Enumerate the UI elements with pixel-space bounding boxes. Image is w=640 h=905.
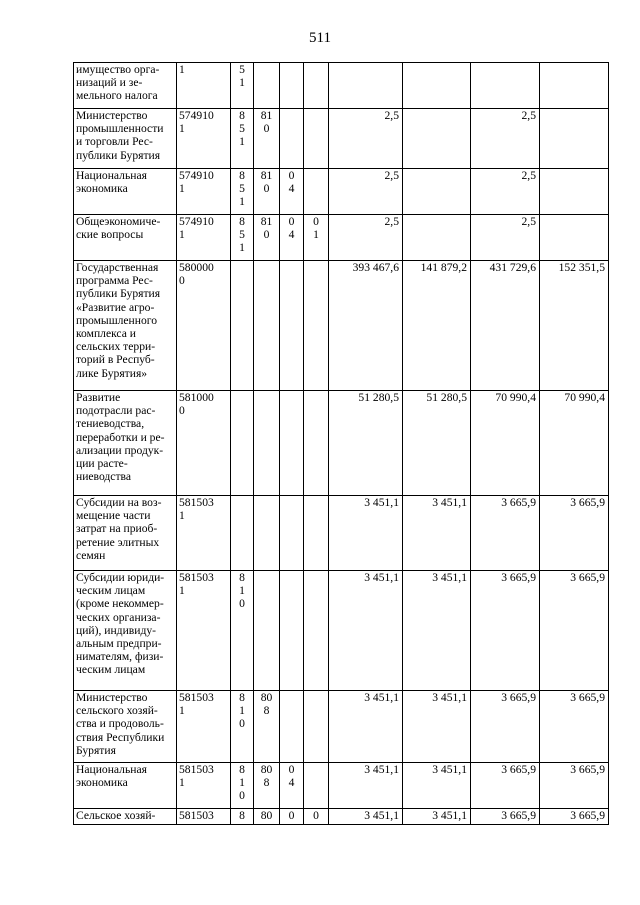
section-code bbox=[280, 691, 304, 763]
amount-cell-3: 2,5 bbox=[471, 109, 540, 169]
amount-cell-4: 3 665,9 bbox=[540, 809, 609, 825]
subsection-code bbox=[304, 63, 329, 109]
amount-cell-2 bbox=[403, 109, 471, 169]
amount-cell-3: 2,5 bbox=[471, 169, 540, 215]
department-code bbox=[254, 571, 280, 691]
table-row bbox=[74, 763, 609, 809]
department-code bbox=[254, 496, 280, 571]
amount-cell-1: 3 451,1 bbox=[329, 691, 403, 763]
target-article-code: 581503 bbox=[177, 809, 231, 825]
amount-cell-1: 3 451,1 bbox=[329, 809, 403, 825]
amount-cell-2: 3 451,1 bbox=[403, 496, 471, 571]
section-code bbox=[280, 571, 304, 691]
amount-cell-3: 3 665,9 bbox=[471, 763, 540, 809]
amount-cell-1: 3 451,1 bbox=[329, 496, 403, 571]
target-article-code: 581503 1 bbox=[177, 496, 231, 571]
table-row bbox=[74, 496, 609, 571]
grbs-code bbox=[231, 391, 254, 496]
table-row bbox=[74, 109, 609, 169]
amount-cell-1: 3 451,1 bbox=[329, 763, 403, 809]
amount-cell-4: 3 665,9 bbox=[540, 691, 609, 763]
amount-cell-4 bbox=[540, 215, 609, 261]
page-number: 511 bbox=[309, 30, 331, 46]
table-row bbox=[74, 169, 609, 215]
subsection-code bbox=[304, 571, 329, 691]
row-name: Министерство промышленности и торговли Рес- публики Бурятия bbox=[74, 109, 177, 169]
amount-cell-2 bbox=[403, 63, 471, 109]
department-code: 80 8 bbox=[254, 763, 280, 809]
section-code bbox=[280, 261, 304, 391]
department-code: 81 0 bbox=[254, 169, 280, 215]
subsection-code bbox=[304, 691, 329, 763]
table-row bbox=[74, 391, 609, 496]
subsection-code bbox=[304, 261, 329, 391]
amount-cell-3: 3 665,9 bbox=[471, 691, 540, 763]
target-article-code: 581503 1 bbox=[177, 571, 231, 691]
amount-cell-2: 141 879,2 bbox=[403, 261, 471, 391]
target-article-code: 581000 0 bbox=[177, 391, 231, 496]
subsection-code bbox=[304, 109, 329, 169]
grbs-code: 8 bbox=[231, 809, 254, 825]
grbs-code bbox=[231, 261, 254, 391]
row-name: Сельское хозяй- bbox=[74, 809, 177, 825]
target-article-code: 574910 1 bbox=[177, 215, 231, 261]
amount-cell-1: 2,5 bbox=[329, 109, 403, 169]
target-article-code: 574910 1 bbox=[177, 169, 231, 215]
amount-cell-1 bbox=[329, 63, 403, 109]
row-name: Национальная экономика bbox=[74, 763, 177, 809]
amount-cell-2 bbox=[403, 215, 471, 261]
grbs-code: 8 5 1 bbox=[231, 109, 254, 169]
grbs-code: 8 1 0 bbox=[231, 691, 254, 763]
amount-cell-2: 51 280,5 bbox=[403, 391, 471, 496]
amount-cell-1: 2,5 bbox=[329, 169, 403, 215]
table-row bbox=[74, 215, 609, 261]
amount-cell-4: 3 665,9 bbox=[540, 571, 609, 691]
section-code bbox=[280, 391, 304, 496]
target-article-code: 580000 0 bbox=[177, 261, 231, 391]
table-row bbox=[74, 261, 609, 391]
amount-cell-2: 3 451,1 bbox=[403, 809, 471, 825]
amount-cell-4 bbox=[540, 63, 609, 109]
amount-cell-2: 3 451,1 bbox=[403, 691, 471, 763]
amount-cell-4: 3 665,9 bbox=[540, 763, 609, 809]
section-code bbox=[280, 63, 304, 109]
grbs-code: 8 5 1 bbox=[231, 215, 254, 261]
subsection-code bbox=[304, 169, 329, 215]
table-row bbox=[74, 691, 609, 763]
grbs-code: 5 1 bbox=[231, 63, 254, 109]
amount-cell-2: 3 451,1 bbox=[403, 763, 471, 809]
amount-cell-4: 70 990,4 bbox=[540, 391, 609, 496]
grbs-code: 8 1 0 bbox=[231, 571, 254, 691]
department-code bbox=[254, 261, 280, 391]
grbs-code bbox=[231, 496, 254, 571]
amount-cell-3: 2,5 bbox=[471, 215, 540, 261]
subsection-code bbox=[304, 496, 329, 571]
grbs-code: 8 5 1 bbox=[231, 169, 254, 215]
target-article-code: 574910 1 bbox=[177, 109, 231, 169]
target-article-code: 581503 1 bbox=[177, 763, 231, 809]
amount-cell-1: 3 451,1 bbox=[329, 571, 403, 691]
department-code: 81 0 bbox=[254, 109, 280, 169]
subsection-code: 0 1 bbox=[304, 215, 329, 261]
section-code bbox=[280, 496, 304, 571]
row-name: Министерство сельского хозяй- ства и продоволь- ствия Республики Бурятия bbox=[74, 691, 177, 763]
department-code: 81 0 bbox=[254, 215, 280, 261]
target-article-code: 581503 1 bbox=[177, 691, 231, 763]
section-code: 0 4 bbox=[280, 763, 304, 809]
row-name: Общеэкономиче- ские вопросы bbox=[74, 215, 177, 261]
department-code bbox=[254, 63, 280, 109]
table-row bbox=[74, 809, 609, 825]
grbs-code: 8 1 0 bbox=[231, 763, 254, 809]
row-name: Государственная программа Рес- публики Бурятия «Развитие агро- промышленного комплекса и сельских терри- торий в Респуб- лике Бурятия» bbox=[74, 261, 177, 391]
amount-cell-1: 2,5 bbox=[329, 215, 403, 261]
amount-cell-4 bbox=[540, 109, 609, 169]
amount-cell-2: 3 451,1 bbox=[403, 571, 471, 691]
row-name: имущество орга- низаций и зе- мельного налога bbox=[74, 63, 177, 109]
table-row bbox=[74, 63, 609, 109]
amount-cell-1: 393 467,6 bbox=[329, 261, 403, 391]
amount-cell-4 bbox=[540, 169, 609, 215]
amount-cell-4: 152 351,5 bbox=[540, 261, 609, 391]
department-code bbox=[254, 391, 280, 496]
section-code: 0 4 bbox=[280, 215, 304, 261]
amount-cell-3: 3 665,9 bbox=[471, 571, 540, 691]
amount-cell-1: 51 280,5 bbox=[329, 391, 403, 496]
subsection-code bbox=[304, 763, 329, 809]
subsection-code bbox=[304, 391, 329, 496]
amount-cell-3: 431 729,6 bbox=[471, 261, 540, 391]
department-code: 80 8 bbox=[254, 691, 280, 763]
row-name: Национальная экономика bbox=[74, 169, 177, 215]
row-name: Субсидии юриди- ческим лицам (кроме некоммер- ческих организа- ций), индивиду- альным предпри- нимателям, физи- ческим лицам bbox=[74, 571, 177, 691]
target-article-code: 1 bbox=[177, 63, 231, 109]
amount-cell-2 bbox=[403, 169, 471, 215]
amount-cell-3 bbox=[471, 63, 540, 109]
department-code: 80 bbox=[254, 809, 280, 825]
section-code: 0 4 bbox=[280, 169, 304, 215]
section-code: 0 bbox=[280, 809, 304, 825]
subsection-code: 0 bbox=[304, 809, 329, 825]
row-name: Развитие подотрасли рас- тениеводства, переработки и ре- ализации продук- ции расте- ниеводства bbox=[74, 391, 177, 496]
section-code bbox=[280, 109, 304, 169]
table-row bbox=[74, 571, 609, 691]
row-name: Субсидии на воз- мещение части затрат на приоб- ретение элитных семян bbox=[74, 496, 177, 571]
amount-cell-4: 3 665,9 bbox=[540, 496, 609, 571]
amount-cell-3: 3 665,9 bbox=[471, 496, 540, 571]
budget-table bbox=[73, 62, 609, 825]
amount-cell-3: 3 665,9 bbox=[471, 809, 540, 825]
amount-cell-3: 70 990,4 bbox=[471, 391, 540, 496]
